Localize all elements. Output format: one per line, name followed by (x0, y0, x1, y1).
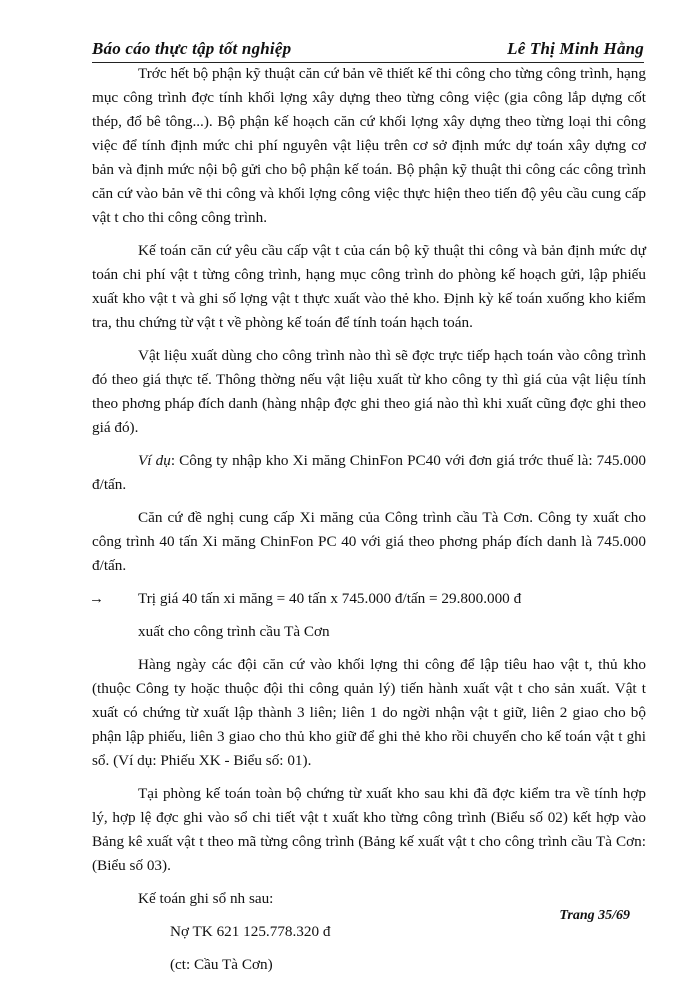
paragraph-6: Tại phòng kế toán toàn bộ chứng từ xuất kho sau khi đã đợc kiểm tra về tính hợp lý, hợp lệ đợc ghi vào sổ chi tiết vật t xuất kho từng công trình (Biểu số 02) kết hợp vào Bảng kê xuất vật t theo mã từng công trình (Bảng kế xuất vật t cho công trình cầu Tà Cơn: (Biểu số 03). (92, 785, 646, 874)
entry-line: Nợ TK 621 125.778.320 đ (170, 923, 331, 940)
example-paragraph (92, 449, 646, 497)
entry-intro: Kế toán ghi sổ nh sau: (138, 890, 274, 907)
formula-text: Trị giá 40 tấn xi măng = 40 tấn x 745.000 đ/tấn = 29.800.000 đ (138, 590, 522, 607)
header-author-name: Lê Thị Minh Hằng (507, 39, 644, 58)
page-header (92, 40, 644, 63)
paragraph-1: Trớc hết bộ phận kỹ thuật căn cứ bản vẽ thiết kế thi công cho từng công trình, hạng mục công trình đợc tính khối lợng xây dựng theo từng công việc (gia công lắp dựng cốt thép, đổ bê tông...). Bộ phận kế hoạch căn cứ khối lợng xây dựng theo từng loại thi công việc để tính định mức chi phí nguyên vật liệu trên cơ sở định mức dự toán xây dựng cơ bản và định mức nội bộ gửi cho bộ phận kế toán. Bộ phận kỹ thuật thi công các công trình căn cứ vào bản vẽ thi công và khối lợng công việc thực hiện theo tiến độ yêu cầu cung cấp vật t cho thi công công trình. (92, 65, 646, 226)
example-text: : Công ty nhập kho Xi măng ChinFon PC40 với đơn giá trớc thuế là: 745.000 đ/tấn. (92, 452, 647, 493)
formula-line (89, 587, 646, 611)
paragraph-5: Hàng ngày các đội căn cứ vào khối lợng thi công để lập tiêu hao vật t, thủ kho (thuộc Công ty hoặc thuộc đội thi công quản lý) tiến hành xuất vật t cho sản xuất. Vật t xuất có chứng từ xuất lập thành 3 liên; liên 1 do ngời nhận vật t giữ, liên 2 giao cho bộ phận lập phiếu, liên 3 giao cho thủ kho giữ để ghi thẻ kho rồi chuyển cho kế toán vật t ghi sổ. (Ví dụ: Phiếu XK - Biểu số: 01). (92, 656, 646, 769)
header-report-title: Báo cáo thực tập tốt nghiệp (92, 39, 292, 58)
paragraph-4: Căn cứ đề nghị cung cấp Xi măng của Công trình cầu Tà Cơn. Công ty xuất cho công trình 40 tấn Xi măng ChinFon PC 40 với giá theo phơng pháp đích danh là 745.000 đ/tấn. (92, 509, 646, 574)
paragraph-2: Kế toán căn cứ yêu cầu cấp vật t của cán bộ kỹ thuật thi công và bản định mức dự toán chi phí vật t từng công trình, hạng mục công trình do phòng kế hoạch gửi, lập phiếu xuất kho vật t và ghi số lợng vật t thực xuất vào thẻ kho. Định kỳ kế toán xuống kho kiểm tra, thu chứng từ vật t về phòng kế toán để tính toán hạch toán. (92, 242, 646, 331)
entry-note: (ct: Cầu Tà Cơn) (170, 956, 273, 973)
document-body (89, 62, 647, 986)
paragraph-3: Vật liệu xuất dùng cho công trình nào thì sẽ đợc trực tiếp hạch toán vào công trình đó theo giá thực tế. Thông thờng nếu vật liệu xuất từ kho công ty thì giá của vật liệu tính theo phơng pháp đích danh (hàng nhập đợc ghi theo giá nào thì khi xuất cũng đợc ghi theo giá đó). (92, 347, 646, 436)
page-number: Trang 35/69 (559, 908, 630, 923)
formula-note: xuất cho công trình cầu Tà Cơn (138, 623, 330, 640)
arrow-icon: → (89, 591, 104, 607)
example-label: Ví dụ (138, 452, 171, 469)
